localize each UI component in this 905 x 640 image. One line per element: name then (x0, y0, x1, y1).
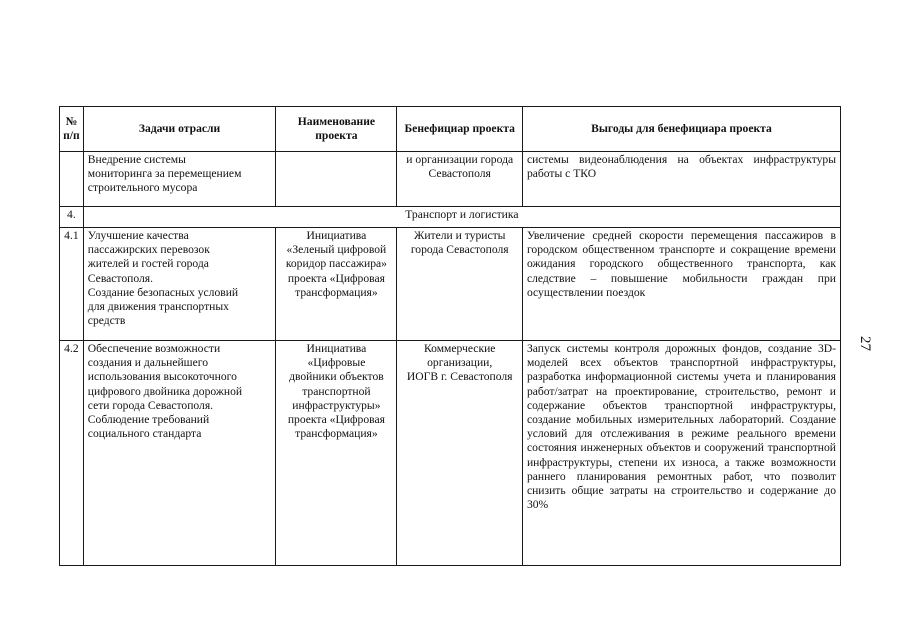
row-project-name: Инициатива «Зеленый цифровой коридор пассажира» проекта «Цифровая трансформация» (276, 228, 397, 341)
header-project-name: Наименование проекта (276, 107, 397, 152)
row-beneficiary: Жители и туристы города Севастополя (397, 228, 522, 341)
section-title: Транспорт и логистика (83, 207, 840, 228)
row-task: Обеспечение возможности создания и дальнейшего использования высокоточного цифрового двойника дорожной сети города Севастополя. Соблюдение требований социального стандарта (83, 341, 276, 566)
row-beneficiary: и организации города Севастополя (397, 152, 522, 207)
row-project-name: Инициатива «Цифровые двойники объектов транспортной инфраструктуры» проекта «Цифровая трансформация» (276, 341, 397, 566)
header-industry-tasks: Задачи отрасли (83, 107, 276, 152)
table-row (60, 152, 841, 207)
table-row (60, 341, 841, 566)
table-row (60, 228, 841, 341)
row-number (60, 152, 84, 207)
header-beneficiary-benefits: Выгоды для бенефициара проекта (522, 107, 840, 152)
row-project-name (276, 152, 397, 207)
row-benefits: системы видеонаблюдения на объектах инфраструктуры работы с ТКО (522, 152, 840, 207)
row-benefits: Запуск системы контроля дорожных фондов, создание 3D-моделей всех объектов транспортной инфраструктуры, разработка информационной системы учета и планирования работ/затрат на проектирование, строительство, ремонт и содержание объектов транспортной инфраструктуры, создание мобильных измерительных лабораторий. Создание условий для отслеживания в режиме реального времени состояния инженерных объектов и сооружений транспортной инфраструктуры, степени их износа, а также возможности раннего планирования ремонтных работ, что позволит снизить общие затраты на строительство и содержание до 30% (522, 341, 840, 566)
row-benefits: Увеличение средней скорости перемещения пассажиров в городском общественном транспорте и сокращение времени ожидания городского общественного транспорта, как следствие – повышение мобильности граждан при осуществлении поездок (522, 228, 840, 341)
header-number: № п/п (60, 107, 84, 152)
row-task: Улучшение качества пассажирских перевозок жителей и гостей города Севастополя. Создание безопасных условий для движения транспортных средств (83, 228, 276, 341)
row-number: 4.1 (60, 228, 84, 341)
row-beneficiary: Коммерческие организации, ИОГВ г. Севастополя (397, 341, 522, 566)
document-table (59, 106, 841, 566)
header-project-beneficiary: Бенефициар проекта (397, 107, 522, 152)
section-number: 4. (60, 207, 84, 228)
row-task: Внедрение системы мониторинга за перемещением строительного мусора (83, 152, 276, 207)
table-header-row (60, 107, 841, 152)
row-number: 4.2 (60, 341, 84, 566)
section-row (60, 207, 841, 228)
page-number: 27 (857, 336, 873, 351)
